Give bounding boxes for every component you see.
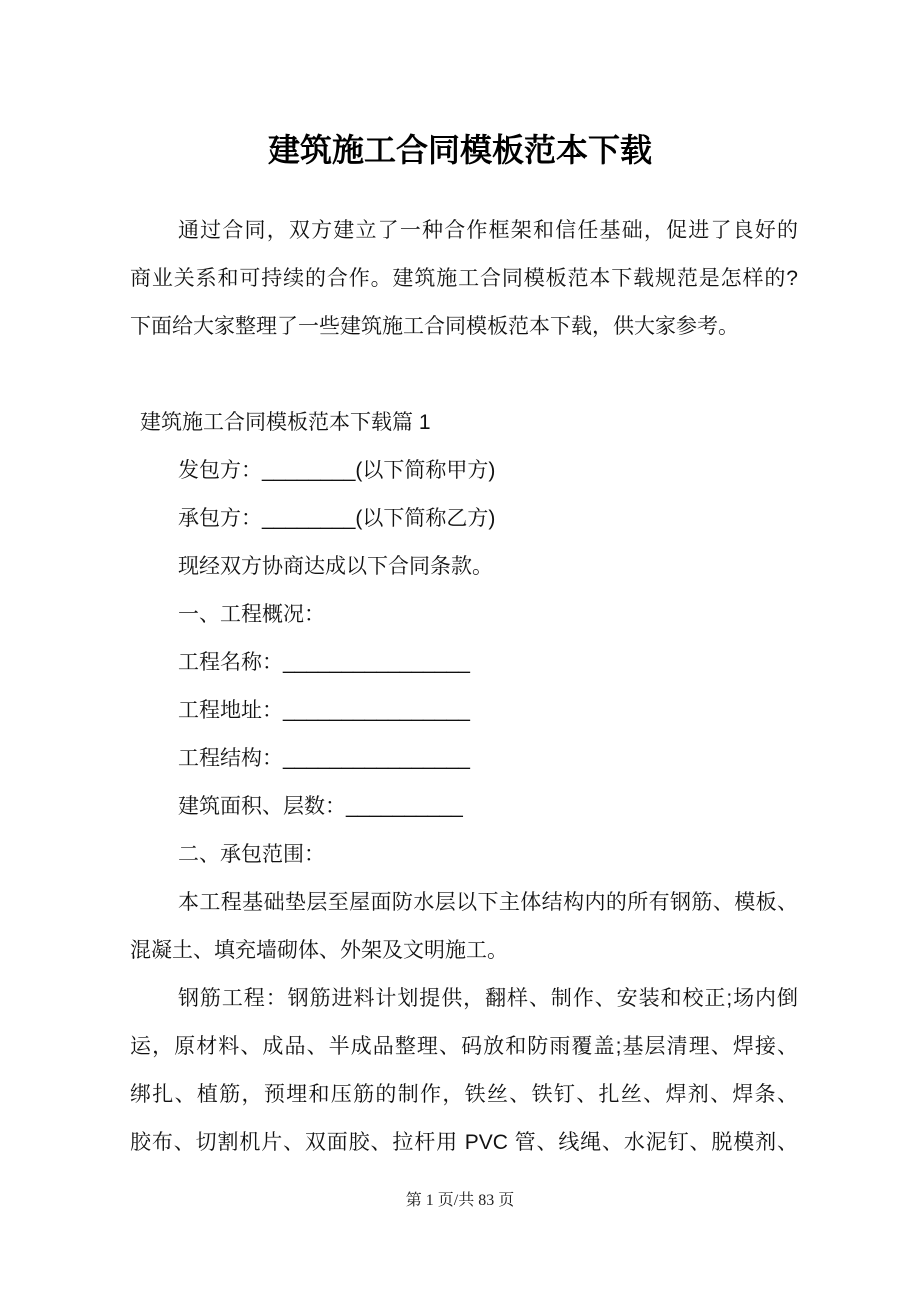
project-address-line: 工程地址：________________ xyxy=(178,699,470,722)
intro-line-2: 商业关系和可持续的合作。建筑施工合同模板范本下载规范是怎样的? xyxy=(130,267,798,290)
party-b-line: 承包方：________(以下简称乙方) xyxy=(178,507,496,530)
rebar-line-1: 钢筋工程：钢筋进料计划提供，翻样、制作、安装和校正;场内倒 xyxy=(178,987,798,1010)
section-heading: 建筑施工合同模板范本下载篇 1 xyxy=(140,411,431,434)
intro-line-3: 下面给大家整理了一些建筑施工合同模板范本下载，供大家参考。 xyxy=(130,315,739,338)
project-name-line: 工程名称：________________ xyxy=(178,651,470,674)
rebar-line-4: 胶布、切割机片、双面胶、拉杆用 PVC 管、线绳、水泥钉、脱模剂、 xyxy=(130,1131,798,1154)
clause-2-heading: 二、承包范围： xyxy=(178,843,325,866)
rebar-line-2: 运，原材料、成品、半成品整理、码放和防雨覆盖;基层清理、焊接、 xyxy=(130,1035,798,1058)
document-body xyxy=(130,207,798,1167)
scope-line-1: 本工程基础垫层至屋面防水层以下主体结构内的所有钢筋、模板、 xyxy=(178,891,798,914)
scope-line-2: 混凝土、填充墙砌体、外架及文明施工。 xyxy=(130,939,508,962)
document-title: 建筑施工合同模板范本下载 xyxy=(267,132,652,168)
rebar-line-3: 绑扎、植筋，预埋和压筋的制作，铁丝、铁钉、扎丝、焊剂、焊条、 xyxy=(130,1083,798,1106)
intro-line-1: 通过合同，双方建立了一种合作框架和信任基础，促进了良好的 xyxy=(178,219,798,242)
area-floors-line: 建筑面积、层数：__________ xyxy=(178,795,463,818)
page-number: 第 1 页/共 83 页 xyxy=(405,1192,515,1209)
project-structure-line: 工程结构：________________ xyxy=(178,747,470,770)
agreement-line: 现经双方协商达成以下合同条款。 xyxy=(178,555,493,578)
party-a-line: 发包方：________(以下简称甲方) xyxy=(178,459,496,482)
clause-1-heading: 一、工程概况： xyxy=(178,603,325,626)
blank-line xyxy=(130,351,798,399)
